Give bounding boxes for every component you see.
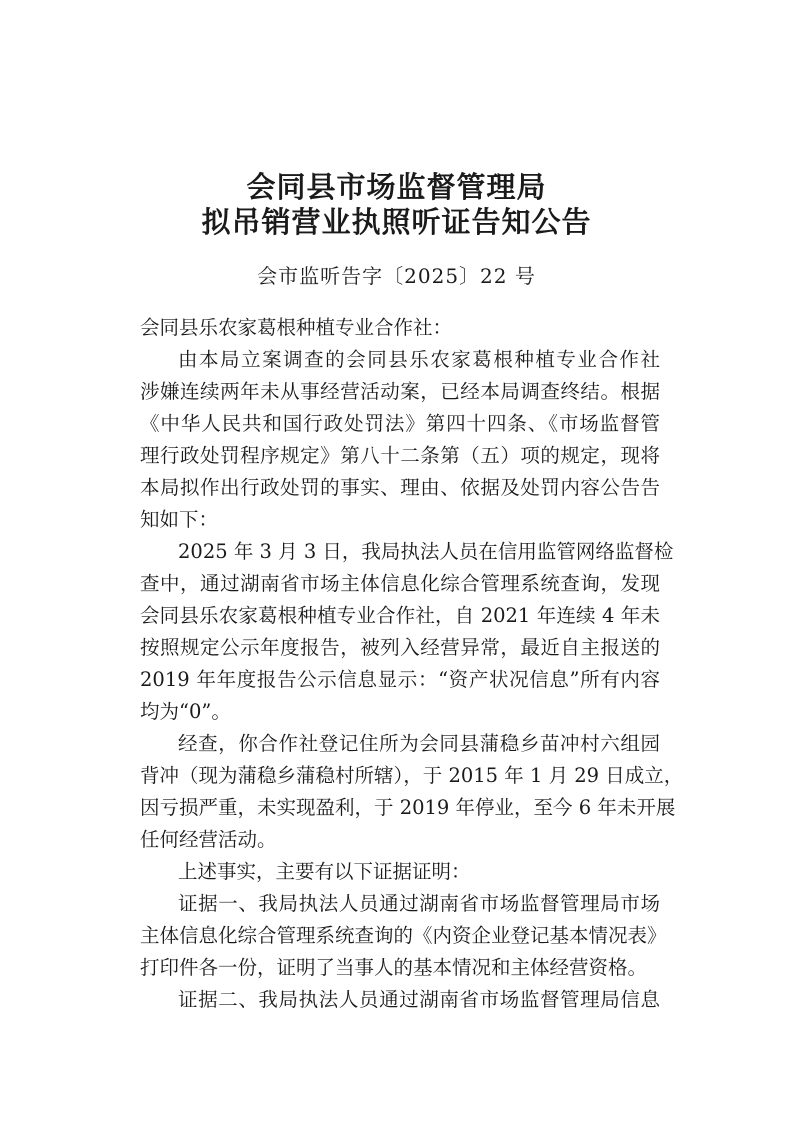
paragraph-line: 知如下： xyxy=(140,508,219,531)
paragraph-line: 《中华人民共和国行政处罚法》第四十四条、《市场监督管 xyxy=(140,412,660,435)
paragraph-line: 理行政处罚程序规定》第八十二条第（五）项的规定，现将 xyxy=(140,444,660,467)
paragraph-line: 本局拟作出行政处罚的事实、理由、依据及处罚内容公告告 xyxy=(140,476,660,499)
paragraph-line: 查中，通过湖南省市场主体信息化综合管理系统查询，发现 xyxy=(140,572,660,595)
paragraph-line: 因亏损严重，未实现盈利，于 2019 年停业，至今 6 年未开展 xyxy=(140,796,676,819)
paragraph-line: 主体信息化综合管理系统查询的《内资企业登记基本情况表》 xyxy=(140,924,667,947)
paragraph-line: 任何经营活动。 xyxy=(140,828,277,851)
paragraph-line: 会同县乐农家葛根种植专业合作社，自 2021 年连续 4 年未 xyxy=(140,604,660,627)
paragraph-line: 均为“0”。 xyxy=(140,700,231,723)
paragraph-line: 涉嫌连续两年未从事经营活动案，已经本局调查终结。根据 xyxy=(140,380,660,403)
paragraph-line: 2025 年 3 月 3 日，我局执法人员在信用监管网络监督检 xyxy=(178,540,674,563)
paragraph-line: 按照规定公示年度报告，被列入经营异常，最近自主报送的 xyxy=(140,636,660,659)
paragraph-line: 2019 年年度报告公示信息显示：“资产状况信息”所有内容 xyxy=(140,668,660,691)
paragraph-line: 打印件各一份，证明了当事人的基本情况和主体经营资格。 xyxy=(140,956,648,979)
paragraph-line: 证据一、我局执法人员通过湖南省市场监督管理局市场 xyxy=(178,892,660,915)
paragraph-line: 上述事实，主要有以下证据证明： xyxy=(178,860,471,883)
addressee: 会同县乐农家葛根种植专业合作社： xyxy=(140,316,453,339)
paragraph-line: 由本局立案调查的会同县乐农家葛根种植专业合作社 xyxy=(178,348,660,371)
paragraph-line: 背冲（现为蒲稳乡蒲稳村所辖），于 2015 年 1 月 29 日成立， xyxy=(140,764,684,787)
paragraph-line: 经查，你合作社登记住所为会同县蒲稳乡苗冲村六组园 xyxy=(178,732,660,755)
document-number: 会市监听告字〔2025〕22 号 xyxy=(257,264,536,288)
paragraph-line: 证据二、我局执法人员通过湖南省市场监督管理局信息 xyxy=(178,988,660,1011)
title-notice: 拟吊销营业执照听证告知公告 xyxy=(201,205,592,239)
title-agency: 会同县市场监督管理局 xyxy=(246,170,547,204)
